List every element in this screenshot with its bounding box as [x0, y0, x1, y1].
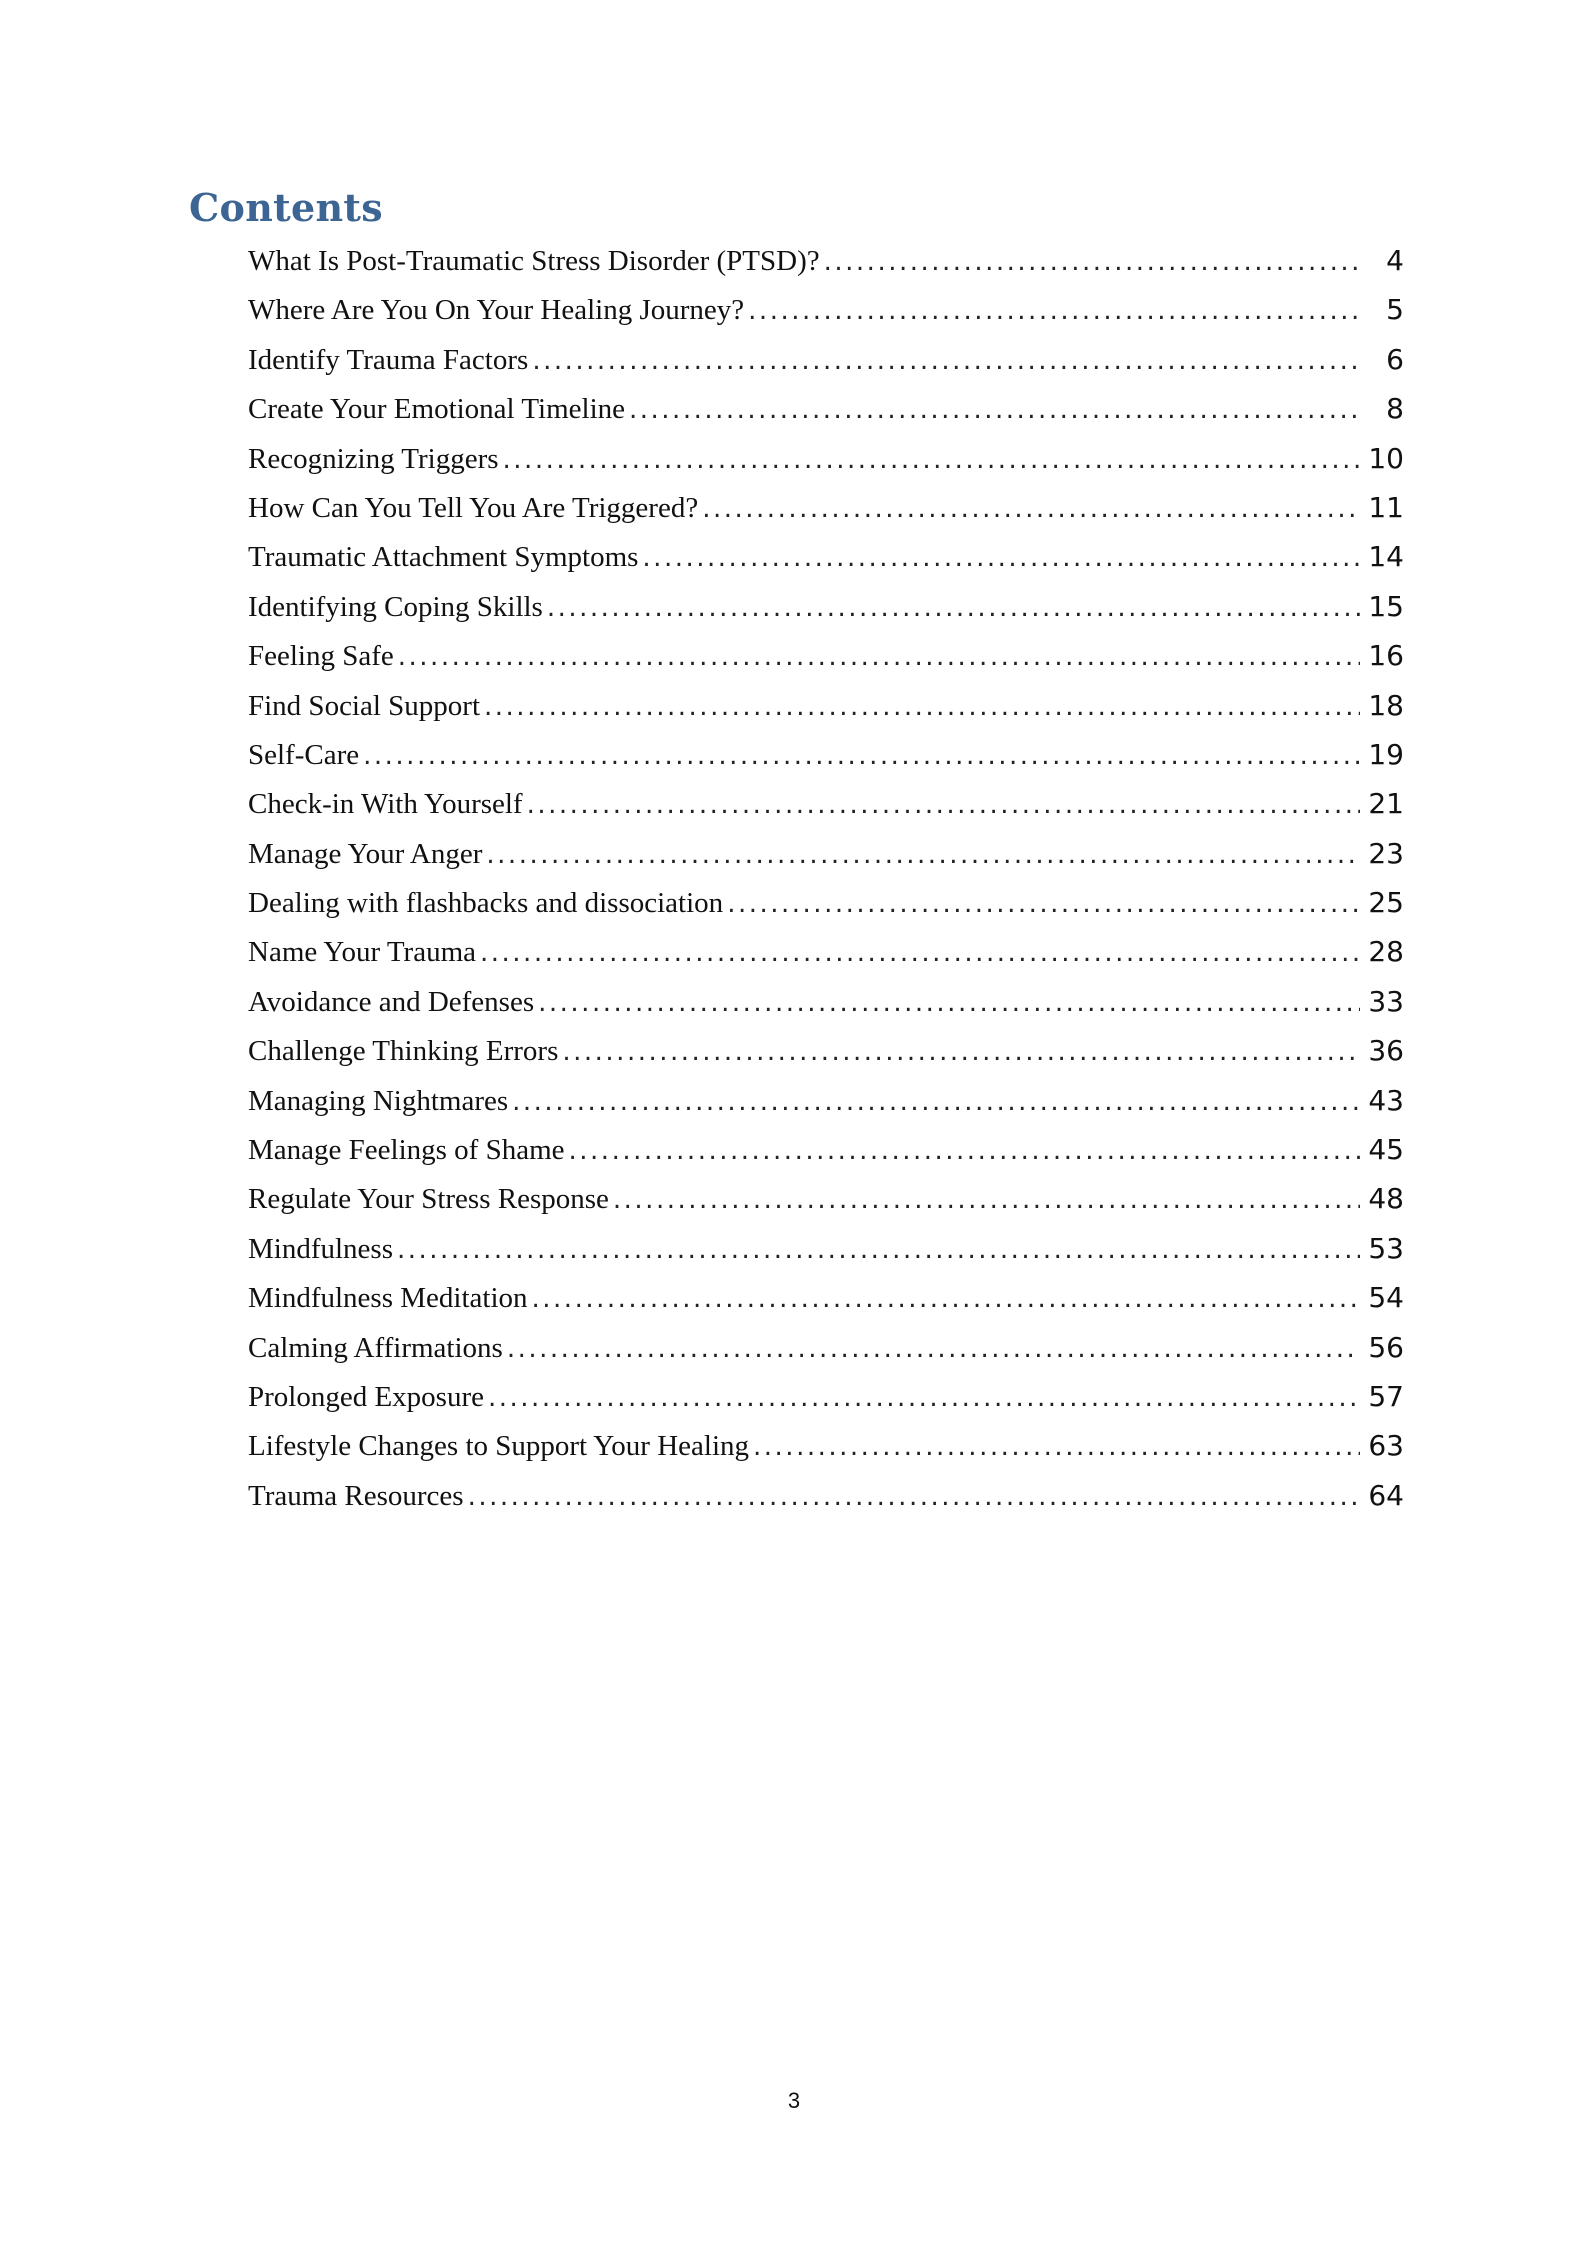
toc-entry[interactable]: [248, 977, 1404, 1026]
toc-entry[interactable]: [248, 582, 1404, 631]
toc-entry-page-number[interactable]: 16: [1368, 639, 1404, 673]
toc-dot-leader: [532, 337, 1360, 384]
toc-entry-title[interactable]: Self-Care: [248, 738, 360, 771]
toc-entry-title[interactable]: Where Are You On Your Healing Journey?: [248, 294, 745, 327]
toc-entry-page-number[interactable]: 6: [1386, 342, 1404, 376]
toc-dot-leader: [613, 1176, 1360, 1223]
toc-dot-leader: [727, 880, 1360, 927]
toc-entry-title[interactable]: Dealing with flashbacks and dissociation: [248, 887, 724, 920]
toc-entry-page-number[interactable]: 18: [1368, 688, 1404, 722]
toc-entry-title[interactable]: Manage Feelings of Shame: [248, 1134, 565, 1167]
toc-entry[interactable]: [248, 335, 1404, 384]
toc-entry-page-number[interactable]: 45: [1368, 1133, 1404, 1167]
toc-entry-page-number[interactable]: 33: [1368, 984, 1404, 1018]
toc-entry[interactable]: [248, 829, 1404, 878]
toc-dot-leader: [702, 485, 1360, 532]
toc-entry-title[interactable]: Traumatic Attachment Symptoms: [248, 541, 639, 574]
toc-entry[interactable]: [248, 1026, 1404, 1075]
toc-dot-leader: [824, 238, 1360, 285]
toc-entry[interactable]: [248, 681, 1404, 730]
toc-entry-title[interactable]: Challenge Thinking Errors: [248, 1035, 559, 1068]
toc-entry[interactable]: [248, 236, 1404, 285]
toc-dot-leader: [363, 732, 1360, 779]
toc-entry[interactable]: [248, 927, 1404, 976]
toc-dot-leader: [484, 683, 1360, 730]
toc-entry-title[interactable]: Find Social Support: [248, 689, 481, 722]
toc-dot-leader: [629, 386, 1360, 433]
toc-entry-title[interactable]: How Can You Tell You Are Triggered?: [248, 491, 699, 524]
toc-entry-page-number[interactable]: 10: [1368, 441, 1404, 475]
toc-dot-leader: [569, 1127, 1360, 1174]
toc-entry[interactable]: [248, 878, 1404, 927]
toc-dot-leader: [642, 534, 1360, 581]
toc-entry[interactable]: [248, 1224, 1404, 1273]
toc-entry[interactable]: [248, 1273, 1404, 1322]
toc-entry-title[interactable]: Mindfulness: [248, 1232, 393, 1265]
toc-entry-title[interactable]: Feeling Safe: [248, 640, 394, 673]
toc-dot-leader: [562, 1028, 1360, 1075]
toc-entry-page-number[interactable]: 28: [1368, 935, 1404, 969]
toc-entry[interactable]: [248, 730, 1404, 779]
toc-entry-title[interactable]: Prolonged Exposure: [248, 1380, 484, 1413]
toc-entry-page-number[interactable]: 23: [1368, 836, 1404, 870]
toc-entry-title[interactable]: Check-in With Yourself: [248, 788, 523, 821]
toc-entry-title[interactable]: Identify Trauma Factors: [248, 343, 529, 376]
toc-entry-page-number[interactable]: 15: [1368, 589, 1404, 623]
toc-entry[interactable]: [248, 285, 1404, 334]
page-number: 3: [787, 2088, 801, 2113]
toc-entry-page-number[interactable]: 14: [1368, 540, 1404, 574]
toc-entry[interactable]: [248, 384, 1404, 433]
toc-entry[interactable]: [248, 532, 1404, 581]
toc-dot-leader: [486, 831, 1360, 878]
toc-dot-leader: [488, 1374, 1360, 1421]
toc-dot-leader: [532, 1275, 1360, 1322]
toc-dot-leader: [468, 1473, 1360, 1520]
toc-entry-title[interactable]: Name Your Trauma: [248, 936, 476, 969]
toc-dot-leader: [507, 1325, 1360, 1372]
toc-dot-leader: [398, 633, 1360, 680]
toc-entry-title[interactable]: Managing Nightmares: [248, 1084, 509, 1117]
toc-dot-leader: [397, 1226, 1360, 1273]
toc-entry-page-number[interactable]: 4: [1386, 244, 1404, 277]
toc-entry-page-number[interactable]: 5: [1386, 293, 1404, 327]
toc-entry-page-number[interactable]: 54: [1368, 1281, 1404, 1315]
toc-entry[interactable]: [248, 434, 1404, 483]
toc-entry-title[interactable]: Regulate Your Stress Response: [248, 1183, 609, 1216]
table-of-contents: [248, 236, 1404, 1520]
toc-entry-page-number[interactable]: 36: [1368, 1034, 1404, 1068]
toc-entry[interactable]: [248, 779, 1404, 828]
toc-dot-leader: [547, 584, 1360, 631]
toc-entry-page-number[interactable]: 25: [1368, 886, 1404, 920]
toc-entry-title[interactable]: Manage Your Anger: [248, 837, 483, 870]
toc-entry[interactable]: [248, 1471, 1404, 1520]
toc-entry-title[interactable]: Lifestyle Changes to Support Your Healing: [248, 1430, 750, 1463]
toc-entry[interactable]: [248, 483, 1404, 532]
toc-entry-title[interactable]: Create Your Emotional Timeline: [248, 393, 625, 426]
toc-dot-leader: [527, 781, 1360, 828]
toc-entry-page-number[interactable]: 19: [1368, 737, 1404, 771]
toc-entry-title[interactable]: What Is Post-Traumatic Stress Disorder (PTSD)?: [248, 245, 820, 277]
toc-entry[interactable]: [248, 1372, 1404, 1421]
toc-entry-page-number[interactable]: 57: [1368, 1379, 1404, 1413]
contents-heading: Contents: [189, 185, 383, 230]
toc-entry-title[interactable]: Avoidance and Defenses: [248, 985, 535, 1018]
toc-dot-leader: [748, 287, 1360, 334]
toc-entry-page-number[interactable]: 64: [1368, 1478, 1404, 1512]
toc-entry-page-number[interactable]: 8: [1386, 392, 1404, 426]
toc-entry-title[interactable]: Calming Affirmations: [248, 1331, 503, 1364]
toc-entry-title[interactable]: Trauma Resources: [248, 1479, 464, 1512]
toc-entry[interactable]: [248, 1125, 1404, 1174]
toc-dot-leader: [538, 979, 1360, 1026]
toc-dot-leader: [480, 929, 1360, 976]
toc-entry-title[interactable]: Mindfulness Meditation: [248, 1282, 528, 1315]
toc-entry-page-number[interactable]: 53: [1368, 1231, 1404, 1265]
toc-entry-page-number[interactable]: 48: [1368, 1182, 1404, 1216]
toc-entry-page-number[interactable]: 63: [1368, 1429, 1404, 1463]
toc-entry[interactable]: [248, 1323, 1404, 1372]
toc-entry[interactable]: [248, 1174, 1404, 1223]
toc-dot-leader: [503, 436, 1360, 483]
toc-entry-page-number[interactable]: 56: [1368, 1330, 1404, 1364]
toc-dot-leader: [512, 1078, 1360, 1125]
toc-entry-page-number[interactable]: 21: [1368, 787, 1404, 821]
toc-entry[interactable]: [248, 631, 1404, 680]
toc-entry-page-number[interactable]: 11: [1368, 490, 1404, 524]
toc-dot-leader: [753, 1423, 1360, 1470]
toc-entry-title[interactable]: Identifying Coping Skills: [248, 590, 543, 623]
toc-entry-title[interactable]: Recognizing Triggers: [248, 442, 499, 475]
toc-entry-page-number[interactable]: 43: [1368, 1083, 1404, 1117]
toc-entry[interactable]: [248, 1421, 1404, 1470]
toc-entry[interactable]: [248, 1076, 1404, 1125]
